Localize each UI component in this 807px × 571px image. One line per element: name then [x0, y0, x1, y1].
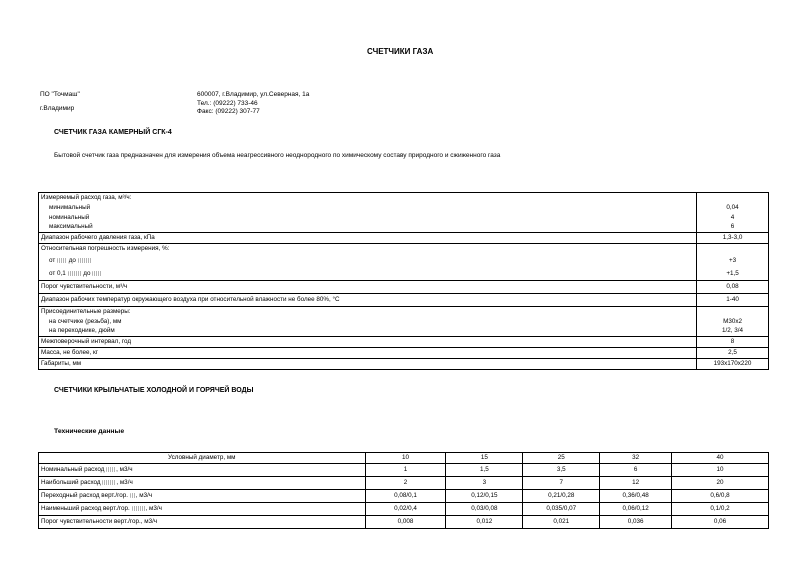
header-cell: 15 — [446, 453, 523, 464]
error-from-1: от — [49, 256, 56, 264]
table-row — [39, 337, 769, 348]
table-cell: 3 — [446, 476, 523, 489]
formula-glyph-icon — [92, 271, 102, 276]
flow-min-label: минимальный — [49, 203, 91, 211]
flow-max-value: 6 — [730, 223, 735, 231]
table-cell: 0,035/0,07 — [523, 502, 600, 515]
table-cell: 0,12/0,15 — [446, 489, 523, 502]
error-from-2: от 0,1 — [49, 269, 66, 277]
table-row — [39, 243, 769, 280]
table-cell: 0,36/0,48 — [600, 489, 672, 502]
table-cell: 0,21/0,28 — [523, 489, 600, 502]
sensitivity-value: 0,08 — [697, 280, 769, 293]
formula-glyph-icon — [78, 258, 92, 263]
header-cell: 25 — [523, 453, 600, 464]
table-cell: 0,06/0,12 — [600, 502, 672, 515]
table-cell: 6 — [600, 463, 672, 476]
sgk-spec-table — [38, 192, 769, 370]
company-name: ПО "Точмаш" — [40, 91, 80, 98]
table-cell: 0,012 — [446, 515, 523, 528]
table-cell: 0,02/0,4 — [365, 502, 446, 515]
water-tech-table — [38, 452, 769, 529]
table-cell: 12 — [600, 476, 672, 489]
interval-label: Межповерочный интервал, год — [39, 337, 697, 348]
table-cell: 0,021 — [523, 515, 600, 528]
row-label: Номинальный расход — [41, 465, 105, 473]
table-cell: 0,036 — [600, 515, 672, 528]
row-label: Наибольший расход — [41, 478, 101, 486]
table-cell: 0,03/0,08 — [446, 502, 523, 515]
row-label: Переходный расход верт./гор. — [41, 491, 129, 499]
header-cell: Условный диаметр, мм — [39, 453, 366, 464]
mass-value: 2,5 — [697, 347, 769, 358]
table-cell: 0,06 — [672, 515, 769, 528]
dims-value: 193х170х220 — [697, 358, 769, 369]
table-row — [39, 293, 769, 306]
table-cell: 0,08/0,1 — [365, 489, 446, 502]
dims-label: Габариты, мм — [39, 358, 697, 369]
header-cell: 40 — [672, 453, 769, 464]
table-row — [39, 463, 769, 476]
table-row — [39, 489, 769, 502]
flow-max-label: максимальный — [49, 223, 93, 231]
interval-value: 8 — [697, 337, 769, 348]
company-fax: Факс: (09222) 307-77 — [197, 108, 260, 115]
pressure-value: 1,3-3,0 — [697, 233, 769, 244]
row-label: Порог чувствительности верт./гор., м3/ч — [41, 517, 158, 525]
temp-value: 1-40 — [697, 293, 769, 306]
table-cell: 0,008 — [365, 515, 446, 528]
formula-glyph-icon — [106, 467, 116, 472]
table-cell: 1 — [365, 463, 446, 476]
flow-nom-value: 4 — [730, 213, 735, 221]
row-label-unit: , м3/ч — [135, 491, 153, 499]
table-row — [39, 476, 769, 489]
table-row — [39, 306, 769, 336]
table-row — [39, 515, 769, 528]
temp-label: Диапазон рабочих температур окружающего воздуха при относительной влажности не более 80%, °C — [39, 293, 697, 306]
error-to-2: до — [83, 269, 91, 277]
company-city: г.Владимир — [40, 105, 75, 112]
table-header-row — [39, 453, 769, 464]
sgk-description: Бытовой счетчик газа предназначен для измерения объема неагрессивного неоднородного по химическому составу природного и сжиженного газа — [54, 152, 501, 159]
conn-adapter-value: 1/2, 3/4 — [722, 327, 744, 335]
tech-data-title: Технические данные — [54, 428, 125, 435]
formula-glyph-icon — [102, 480, 116, 485]
table-cell: 7 — [523, 476, 600, 489]
table-cell: 0,1/0,2 — [672, 502, 769, 515]
header-cell: 32 — [600, 453, 672, 464]
conn-label: Присоединительные размеры: — [41, 307, 131, 315]
sgk-section-title: СЧЕТЧИК ГАЗА КАМЕРНЫЙ СГК-4 — [54, 129, 172, 136]
document-title: СЧЕТЧИКИ ГАЗА — [367, 47, 434, 56]
table-row — [39, 280, 769, 293]
conn-thread-value: М30х2 — [723, 317, 742, 325]
conn-thread-label: на счетчике (резьба), мм — [49, 317, 122, 325]
table-cell: 0,6/0,8 — [672, 489, 769, 502]
flow-label: Измеряемый расход газа, м³/ч: — [41, 194, 132, 201]
error-value-2: +1,5 — [726, 269, 739, 277]
mass-label: Масса, не более, кг — [39, 347, 697, 358]
table-row — [39, 502, 769, 515]
table-row — [39, 347, 769, 358]
table-cell: 3,5 — [523, 463, 600, 476]
formula-glyph-icon — [68, 271, 82, 276]
table-cell: 2 — [365, 476, 446, 489]
error-to-1: до — [68, 256, 76, 264]
row-label-unit: , м3/ч — [145, 504, 162, 512]
table-row — [39, 193, 769, 233]
company-phone: Тел.: (09222) 733-46 — [197, 100, 258, 107]
table-row — [39, 233, 769, 244]
company-address: 600007, г.Владимир, ул.Северная, 1а — [197, 91, 310, 98]
error-label: Относительная погрешность измерения, %: — [41, 244, 170, 252]
table-cell: 1,5 — [446, 463, 523, 476]
conn-adapter-label: на переходнике, дюйм — [49, 327, 115, 335]
formula-glyph-icon — [57, 258, 67, 263]
row-label-unit: , м3/ч — [116, 478, 133, 486]
formula-glyph-icon — [132, 506, 146, 511]
row-label-unit: , м3/ч — [116, 465, 133, 473]
flow-min-value: 0,04 — [726, 203, 739, 211]
error-value-1: +3 — [728, 256, 737, 264]
flow-nom-label: номинальный — [49, 213, 90, 221]
row-label: Наименьший расход верт./гор. — [41, 504, 130, 512]
table-cell: 10 — [672, 463, 769, 476]
table-row — [39, 358, 769, 369]
pressure-label: Диапазон рабочего давления газа, кПа — [39, 233, 697, 244]
sensitivity-label: Порог чувствительности, м³/ч — [39, 280, 697, 293]
water-section-title: СЧЕТЧИКИ КРЫЛЬЧАТЫЕ ХОЛОДНОЙ И ГОРЯЧЕЙ ВОДЫ — [54, 387, 254, 394]
table-cell: 20 — [672, 476, 769, 489]
header-cell: 10 — [365, 453, 446, 464]
formula-glyph-icon — [130, 493, 136, 498]
